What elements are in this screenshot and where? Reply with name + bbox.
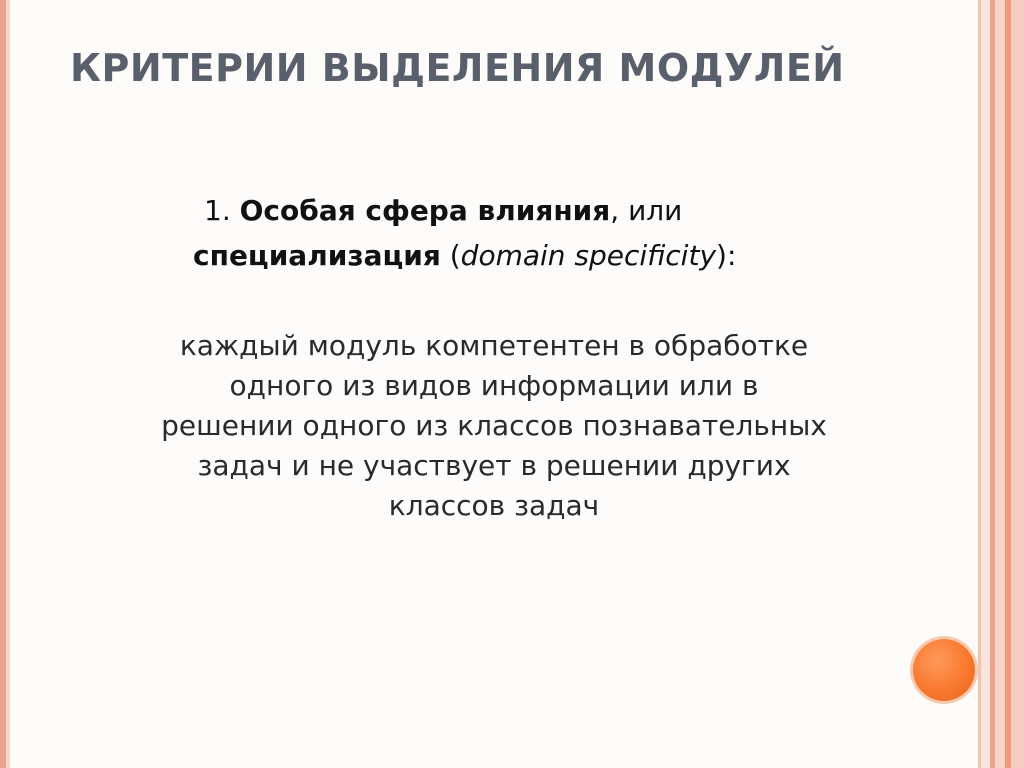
criterion-heading xyxy=(110,188,830,278)
paren-open: ( xyxy=(440,239,461,272)
orange-circle-button-icon[interactable] xyxy=(913,639,975,701)
criterion-heading-line-1 xyxy=(110,188,830,233)
criterion-heading-line-2 xyxy=(110,233,830,278)
description-line: решении одного из классов познавательных xyxy=(161,409,827,442)
left-border-stripe-inner xyxy=(6,0,10,768)
criterion-number: 1. xyxy=(204,194,240,227)
criterion-english-term: domain specificity xyxy=(460,239,717,272)
criterion-connector: , или xyxy=(610,194,683,227)
description-line: классов задач xyxy=(388,489,600,522)
description-line: одного из видов информации или в xyxy=(229,369,759,402)
right-stripe xyxy=(981,0,990,768)
description-line: каждый модуль компетентен в обработке xyxy=(179,329,809,362)
paren-close: ): xyxy=(716,239,737,272)
criterion-term: Особая сфера влияния xyxy=(239,194,611,227)
right-stripe xyxy=(1011,0,1024,768)
criterion-term-2: специализация xyxy=(193,239,441,272)
slide-title: КРИТЕРИИ ВЫДЕЛЕНИЯ МОДУЛЕЙ xyxy=(70,46,845,90)
right-border-stripes xyxy=(978,0,1024,768)
criterion-description xyxy=(104,326,884,526)
right-stripe xyxy=(995,0,1005,768)
description-line: задач и не участвует в решении других xyxy=(197,449,791,482)
